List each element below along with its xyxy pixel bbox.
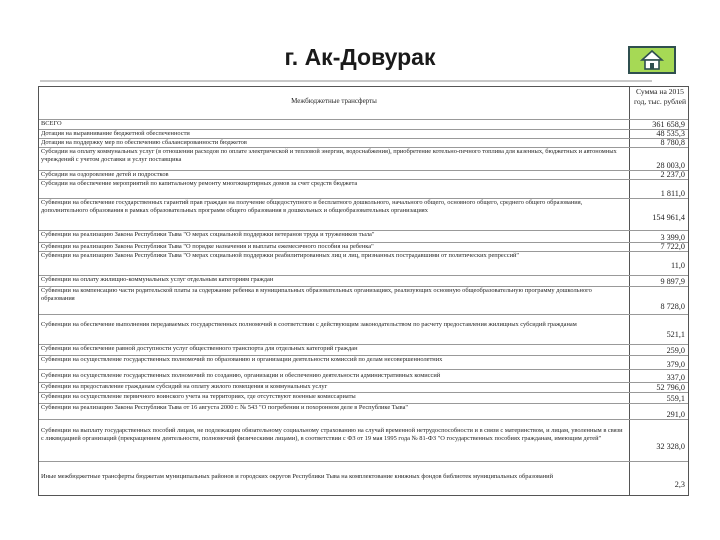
row-value: 7 722,0 [660,242,685,251]
row-value: 361 658,9 [652,120,685,129]
row-value: 291,0 [666,410,685,419]
table-row [39,383,688,393]
row-value: 2 237,0 [660,170,685,179]
row-value: 379,0 [666,360,685,369]
row-text: Субвенции на реализацию Закона Республики Тыва от 16 августа 2000 г. № 543 "О погребении и похоронном деле в Республике Тыва" [41,404,409,411]
table-header [39,87,688,120]
row-text: Субсидии на оздоровление детей и подростков [41,171,169,178]
row-text: Субвенции на оплату жилищно-коммунальных услуг отдельным категориям граждан [41,276,274,283]
table-row [39,139,688,148]
table-row [39,427,688,462]
table-row [39,148,688,171]
row-value: 2,3 [674,480,685,489]
row-text: Субвенции на реализацию Закона Республики Тыва "О порядке назначения и выплаты ежемесячного пособия на ребенка" [41,243,374,250]
table-row [39,372,688,383]
table-row [39,356,688,370]
row-value: 1 811,0 [660,189,685,198]
table-row [39,199,688,231]
table-row [39,130,688,139]
table-row [39,287,688,315]
row-value: 32 328,0 [656,442,685,451]
row-value: 154 961,4 [652,213,685,222]
row-text: Субсидии на оплату коммунальных услуг (в отношении расходов по оплате электрической и тепловой энергии, водоснабжения), приобретение котельно-печного топлива для казенных, бюджетных и автономных учреждений с учетом доставки и услуг поставщика [41,148,617,163]
title-underline [40,80,652,82]
row-text: Иные межбюджетные трансферты бюджетам муниципальных районов и городских округов Республики Тыва на комплектование книжных фондов библиотек муниципальных образований [41,473,553,480]
table-row [39,171,688,180]
row-text: Субвенции на компенсацию части родительской платы за содержание ребенка в муниципальных образовательных организациях, реализующих основную общеобразовательную программу дошкольного образования [41,287,592,302]
row-value: 9 897,9 [660,277,685,286]
row-text: ВСЕГО [41,120,62,127]
row-text: Субвенции на выплату государственных пособий лицам, не подлежащим обязательному социальному страхованию на случай временной нетрудоспособности и в связи с материнством, и лицам, уволенным в связи с ликвидацией организаций (прекращением деятельности, полномочий физическими лицами), в соответствии с ФЗ от 19 мая 1995 года № 81-ФЗ "О государственных пособиях гражданам, имеющим детей" [41,427,623,442]
row-value: 8 780,8 [660,138,685,147]
table-row [39,231,688,243]
table-row [39,252,688,276]
table-row [39,404,688,420]
row-text: Дотация на поддержку мер по обеспечению сбалансированности бюджетов [41,139,247,146]
row-value: 521,1 [666,330,685,339]
table-row [39,276,688,287]
table-row [39,321,688,345]
row-value: 259,0 [666,346,685,355]
row-text: Субвенции на предоставление гражданам субсидий на оплату жилого помещения и коммунальных услуг [41,383,328,390]
row-value: 8 728,0 [660,302,685,311]
table-row [39,120,688,130]
home-icon [639,49,665,71]
row-text: Субвенции на осуществление государственных полномочий по созданию, организации и обеспечению деятельности административных комиссий [41,372,441,379]
transfers-table [38,86,689,496]
row-value: 48 535,3 [656,129,685,138]
table-row [39,393,688,404]
row-text: Субвенции на обеспечение выполнения передаваемых государственных полномочий в соответствии с действующим законодательством по расчету предоставления жилищных субсидий гражданам [41,321,577,328]
row-text: Субвенции на обеспечение равной доступности услуг общественного транспорта для отдельных категорий граждан [41,345,358,352]
header-sum-label: Сумма на 2015 год, тыс. рублей [633,87,687,106]
home-button[interactable] [628,46,676,74]
row-value: 3 399,0 [660,233,685,242]
row-text: Субсидии на обеспечение мероприятий по капитальному ремонту многоквартирных домов за счет средств бюджета [41,180,358,187]
row-text: Дотация на выравнивание бюджетной обеспеченности [41,130,190,137]
table-row [39,180,688,199]
row-text: Субвенции на реализацию Закона Республики Тыва "О мерах социальной поддержки ветеранов труда и тружеников тыла" [41,231,375,238]
row-text: Субвенции на осуществление первичного воинского учета на территориях, где отсутствуют военные комиссариаты [41,393,356,400]
page-title: г. Ак-Довурак [284,44,436,70]
row-value: 28 003,0 [656,161,685,170]
table-row [39,473,688,495]
row-value: 52 796,0 [656,383,685,392]
row-value: 559,1 [666,394,685,403]
table-row [39,345,688,356]
row-value: 337,0 [666,373,685,382]
row-text: Субвенции на обеспечение государственных гарантий прав граждан на получение общедоступного и бесплатного дошкольного, начального общего, основного общего, среднего общего образования, дополнительного образования в рамках образовательных программ общего образования в дошкольных и общеобразовательных организациях [41,199,583,214]
row-value: 11,0 [670,261,685,270]
table-row [39,243,688,252]
row-text: Субвенции на осуществление государственных полномочий по образованию и организации деятельности комиссий по делам несовершеннолетних [41,356,443,363]
header-label: Межбюджетные трансферты [291,97,377,105]
row-text: Субвенции на реализацию Закона Республики Тыва "О мерах социальной поддержки реабилитированных лиц и лиц, признанных пострадавшими от политических репрессий" [41,252,520,259]
